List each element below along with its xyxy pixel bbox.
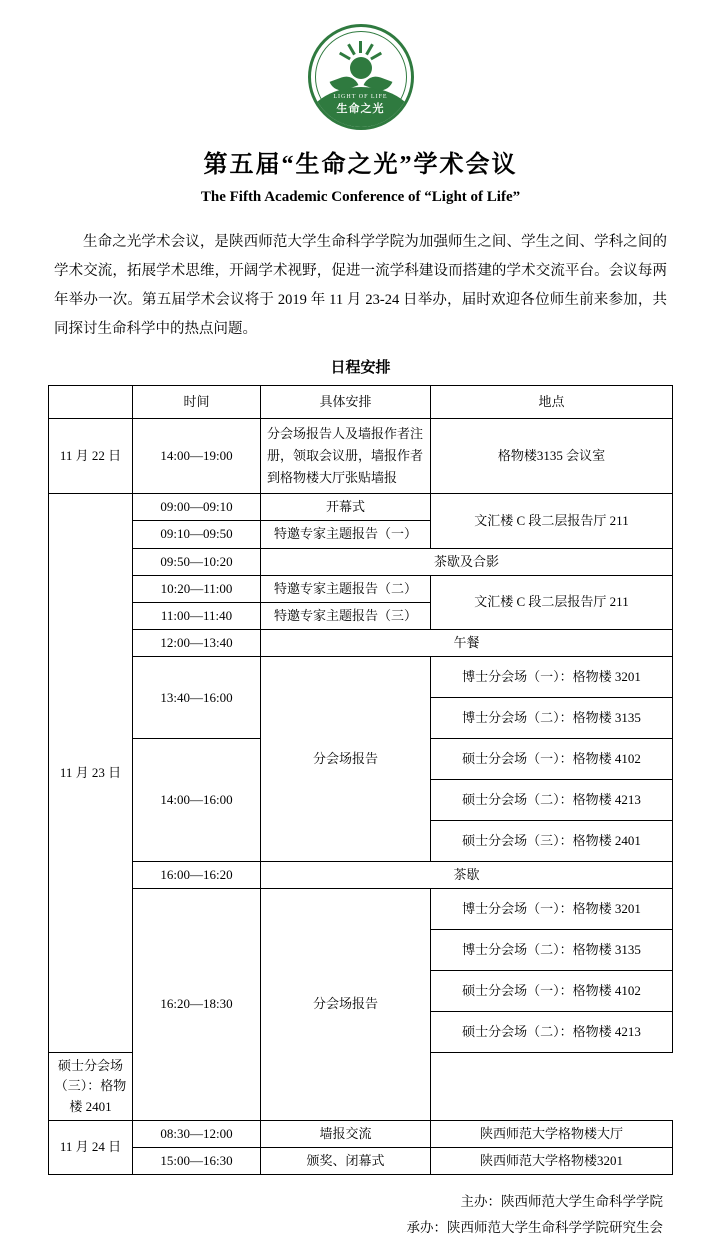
cell-place: 文汇楼 C 段二层报告厅 211 <box>431 575 673 629</box>
undertaker-line <box>48 1215 663 1240</box>
cell-item: 分会场报告 <box>261 657 431 862</box>
cell-item: 特邀专家主题报告（二） <box>261 575 431 602</box>
footer <box>48 1189 673 1240</box>
cell-time: 09:10—09:50 <box>133 521 261 548</box>
table-row <box>49 1120 673 1147</box>
page-title-chinese: 第五届“生命之光”学术会议 <box>203 152 518 178</box>
table-row <box>49 575 673 602</box>
cell-item: 分会场报告人及墙报作者注册，领取会议册，墙报作者到格物楼大厅张贴墙报 <box>261 419 431 494</box>
cell-item: 开幕式 <box>261 494 431 521</box>
table-header-item: 具体安排 <box>261 386 431 419</box>
organizer-value: 陕西师范大学生命科学学院 <box>501 1193 663 1209</box>
cell-time: 15:00—16:30 <box>133 1147 261 1174</box>
cell-place: 文汇楼 C 段二层报告厅 211 <box>431 494 673 548</box>
cell-place: 格物楼3135 会议室 <box>431 419 673 494</box>
cell-time: 09:00—09:10 <box>133 494 261 521</box>
schedule-heading: 日程安排 <box>330 360 391 376</box>
cell-date: 11 月 22 日 <box>49 419 133 494</box>
cell-place: 博士分会场（二）：格物楼 3135 <box>431 698 673 739</box>
logo-chinese-text: 生命之光 <box>336 103 385 115</box>
logo-circle <box>308 24 414 130</box>
cell-time: 16:00—16:20 <box>133 862 261 889</box>
cell-item-merged: 茶歇及合影 <box>261 548 673 575</box>
cell-place: 博士分会场（二）：格物楼 3135 <box>431 930 673 971</box>
undertaker-value: 陕西师范大学生命科学学院研究生会 <box>447 1219 663 1235</box>
cell-place: 硕士分会场（三）：格物楼 2401 <box>49 1053 133 1120</box>
cell-place: 陕西师范大学格物楼3201 <box>431 1147 673 1174</box>
cell-place: 博士分会场（一）：格物楼 3201 <box>431 657 673 698</box>
cell-place: 硕士分会场（三）：格物楼 2401 <box>431 821 673 862</box>
cell-time: 09:50—10:20 <box>133 548 261 575</box>
cell-place: 硕士分会场（一）：格物楼 4102 <box>431 739 673 780</box>
cell-place: 陕西师范大学格物楼大厅 <box>431 1120 673 1147</box>
conference-logo <box>48 24 673 130</box>
table-header-row <box>49 386 673 419</box>
cell-time: 14:00—16:00 <box>133 739 261 862</box>
cell-item: 特邀专家主题报告（一） <box>261 521 431 548</box>
cell-item: 特邀专家主题报告（三） <box>261 602 431 629</box>
table-row <box>49 657 673 698</box>
cell-date: 11 月 23 日 <box>49 494 133 1053</box>
cell-date: 11 月 24 日 <box>49 1120 133 1174</box>
cell-time: 14:00—19:00 <box>133 419 261 494</box>
table-row <box>49 419 673 494</box>
cell-item-merged: 午餐 <box>261 629 673 656</box>
page-title-english: The Fifth Academic Conference of “Light of Life” <box>200 189 521 205</box>
intro-paragraph: 生命之光学术会议，是陕西师范大学生命科学学院为加强师生之间、学生之间、学科之间的学术交流，拓展学术思维，开阔学术视野，促进一流学科建设而搭建的学术交流平台。会议每两年举办一次。第五届学术会议将于 2019 年 11 月 23-24 日举办，届时欢迎各位师生前来参加，共同探讨生命科学中的热点问题。 <box>54 234 667 337</box>
cell-time: 08:30—12:00 <box>133 1120 261 1147</box>
cell-item: 分会场报告 <box>261 889 431 1120</box>
cell-item-merged: 茶歇 <box>261 862 673 889</box>
cell-item: 墙报交流 <box>261 1120 431 1147</box>
table-row <box>49 862 673 889</box>
table-row <box>49 629 673 656</box>
table-row <box>49 1147 673 1174</box>
cell-time: 11:00—11:40 <box>133 602 261 629</box>
table-row <box>49 494 673 521</box>
sun-icon <box>350 57 372 79</box>
logo-english-text: LIGHT OF LIFE <box>333 94 388 100</box>
cell-time: 16:20—18:30 <box>133 889 261 1120</box>
organizer-label: 主办： <box>460 1193 501 1209</box>
sun-ray-icon <box>359 41 362 53</box>
table-header-blank <box>49 386 133 419</box>
cell-place: 硕士分会场（二）：格物楼 4213 <box>431 780 673 821</box>
cell-place: 硕士分会场（二）：格物楼 4213 <box>431 1012 673 1053</box>
organizer-line <box>48 1189 663 1215</box>
cell-time: 12:00—13:40 <box>133 629 261 656</box>
table-header-place: 地点 <box>431 386 673 419</box>
table-row <box>49 889 673 930</box>
cell-place: 博士分会场（一）：格物楼 3201 <box>431 889 673 930</box>
schedule-table <box>48 385 673 1175</box>
table-row <box>49 548 673 575</box>
table-header-time: 时间 <box>133 386 261 419</box>
cell-time: 13:40—16:00 <box>133 657 261 739</box>
cell-place: 硕士分会场（一）：格物楼 4102 <box>431 971 673 1012</box>
cell-item: 颁奖、闭幕式 <box>261 1147 431 1174</box>
cell-time: 10:20—11:00 <box>133 575 261 602</box>
undertaker-label: 承办： <box>406 1219 447 1235</box>
